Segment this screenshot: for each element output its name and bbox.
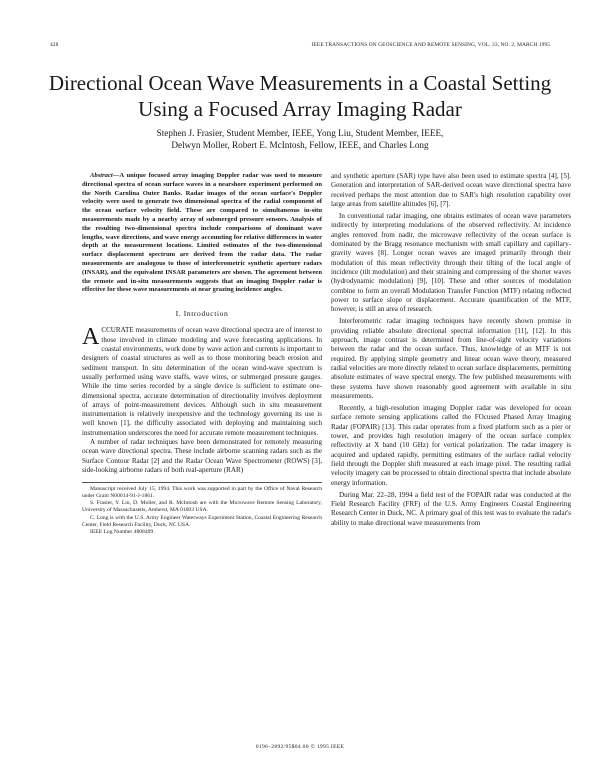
footnote-manuscript: Manuscript received July 15, 1994. This work was supported in part by the Office of Naval Research under Grant N00014-91-J-1861. bbox=[82, 486, 322, 500]
author-list bbox=[60, 127, 540, 151]
footnotes bbox=[82, 482, 322, 536]
body-paragraph-1: and synthetic aperture (SAR) type have also been used to estimate spectra [4], [5]. Generation and interpretation of SAR-derived ocean wave directional spectra have received perhaps the most attention due to SAR's high resolution capability over large areas from satellite altitudes [6], [7]. bbox=[331, 172, 571, 208]
right-column bbox=[331, 172, 571, 531]
footnote-ieee-log: IEEE Log Number 4808499. bbox=[90, 528, 155, 535]
page-number: 428 bbox=[50, 42, 59, 48]
running-header bbox=[50, 42, 550, 52]
author-line-1: Stephen J. Frasier, Student Member, IEEE, Yong Liu, Student Member, IEEE, bbox=[156, 128, 444, 138]
copyright-line: 0196–2892/95$04.00 © 1995 IEEE bbox=[255, 744, 345, 750]
journal-header: IEEE TRANSACTIONS ON GEOSCIENCE AND REMOTE SENSING, VOL. 33, NO. 2, MARCH 1995 bbox=[311, 42, 550, 48]
section-heading-introduction: I. Introduction bbox=[175, 309, 229, 319]
left-column bbox=[82, 172, 322, 536]
intro-paragraph-1-text: CCURATE measurements of ocean wave directional spectra are of interest to those involved in climate modeling and wave forecasting applications. In coastal environments, work done by wave action and currents is important to designers of coastal structures as well as to those monitoring beach erosion and sediment transport. In situ determination of the ocean wind-wave spectrum is usually performed using wave staffs, wave wires, or submerged pressure gauges. While the time series recorded by a single device is sufficient to estimate one-dimensional spectra, accurate determination of directionality involves deployment of arrays of point-measurement devices. Although such in situ measurement instrumentation is relatively inexpensive and the technology governing its use is well known [1], the difficulty associated with deploying and maintaining such instrumentation underscores the need for accurate remote measurement techniques. bbox=[82, 326, 322, 437]
abstract bbox=[82, 172, 322, 295]
paper-title: Directional Ocean Wave Measurements in a Coastal Setting Using a Focused Array Imaging Radar bbox=[48, 71, 552, 121]
footnote-affiliation-umass: S. Frasier, Y. Liu, D. Moller, and R. McIntosh are with the Microwave Remote Sensing Laboratory, University of Massachusetts, Amherst, MA 01003 USA. bbox=[82, 500, 322, 514]
body-paragraph-2: In conventional radar imaging, one obtains estimates of ocean wave parameters indirectly by interpreting modulations of the observed reflectivity. At incidence angles removed from nadir, the microwave reflectivity of the ocean surface is dominated by the Bragg resonance mechanism with small capillary and capillary-gravity waves [8]. Longer ocean waves are imaged primarily through their modulation of this mean reflectivity through their tilting of the local angle of incidence (tilt modulation) and their straining and compressing of the shorter waves (hydrodynamic modulation) [9], [10]. These and other sources of modulation combine to form an overall Modulation Transfer Function (MTF) relating reflected power to surface slope or displacement. Accurate quantification of the MTF, however, is still an area of research. bbox=[331, 212, 571, 314]
intro-paragraph-2: A number of radar techniques have been demonstrated for remotely measuring ocean wave directional spectra. These include airborne scanning radars such as the Surface Contour Radar [2] and the Radar Ocean Wave Spectrometer (ROWS) [3], side-looking airborne radars of both real-aperture (RAR) bbox=[82, 438, 322, 474]
footnote-affiliation-frf: C. Long is with the U.S. Army Engineer Waterways Experiment Station, Coastal Engineering Research Center, Field Research Facility, Duck, NC USA. bbox=[82, 514, 322, 528]
intro-paragraph-1 bbox=[82, 326, 322, 438]
author-line-2: Delwyn Moller, Robert E. McIntosh, Fellow, IEEE, and Charles Long bbox=[171, 140, 429, 150]
abstract-text: A unique focused array imaging Doppler radar was used to measure directional spectra of ocean surface waves in a nearshore experiment performed on the North Carolina Outer Banks. Radar images of the ocean surface's Doppler velocity were used to generate two dimensional spectra of the radial component of the ocean surface velocity field. These are compared to simultaneous in-situ measurements made by a nearby array of submerged pressure sensors. Analysis of the resulting two-dimensional spectra include comparisons of dominant wave lengths, wave directions, and wave energy accounting for relative differences in water depth at the measurement locations. Limited estimates of the two-dimensional surface displacement spectrum are derived from the radar data. The radar measurements are analogous to those of interferometric synthetic aperture radars (INSAR), and the equivalent INSAR parameters are shown. The agreement between the remote and in-situ measurements suggests that an imaging Doppler radar is effective for these wave measurements at near grazing incidence angles. bbox=[82, 172, 322, 294]
drop-cap: A bbox=[82, 324, 100, 351]
body-paragraph-5: During Mar. 22–28, 1994 a field test of the FOPAIR radar was conducted at the Field Research Facility (FRF) of the U.S. Army Engineers Coastal Engineering Research Center in Duck, NC. A primary goal of this test was to evaluate the radar's ability to make directional wave measurements from bbox=[331, 490, 571, 527]
body-paragraph-3: Interferometric radar imaging techniques have recently shown promise in providing reliable absolute directional spectral information [11], [12]. In this approach, image contrast is determined from line-of-sight velocity variations between the radar and the ocean surface. Thus, knowledge of an MTF is not required. By applying simple geometry and linear ocean wave theory, measured radial velocities are more directly related to ocean surface displacements, permitting absolute estimates of wave spectral energy. The few published measurements with these systems have shown reasonably good agreement with available in situ measurements. bbox=[331, 317, 571, 400]
abstract-label: Abstract— bbox=[90, 172, 120, 179]
body-paragraph-4: Recently, a high-resolution imaging Doppler radar was developed for ocean surface remote sensing applications called the FOcused Phased Array Imaging Radar (FOPAIR) [13]. This radar operates from a fixed platform such as a pier or tower, and provides high resolution imagery of the ocean surface complex reflectivity at X band (10 GHz) for vertical polarization. The radar imagery is acquired and updated rapidly, permitting estimates of the surface radial velocity field through the Doppler shift measured at each image pixel. The resulting radial velocity imagery can be processed to obtain directional spectra that include absolute energy information. bbox=[331, 404, 571, 487]
